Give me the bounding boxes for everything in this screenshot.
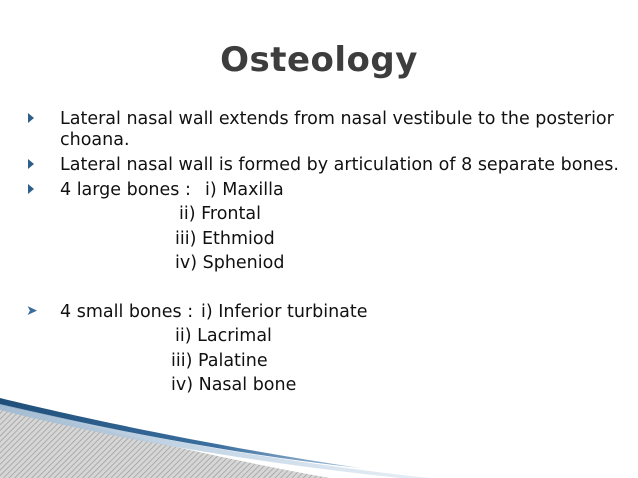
slide-title: Osteology — [220, 40, 418, 80]
small-bone-item: ii) Lacrimal — [175, 326, 272, 346]
bullet-text: Lateral nasal wall extends from nasal vestibule to the posterior — [60, 109, 614, 129]
large-bones-label: 4 large bones : — [60, 180, 191, 200]
large-bone-item: iii) Ethmiod — [175, 229, 275, 249]
small-bone-item: i) Inferior turbinate — [201, 302, 368, 322]
large-bone-item: i) Maxilla — [205, 180, 284, 200]
bullet-text: Lateral nasal wall is formed by articulation of 8 separate bones. — [60, 155, 619, 175]
small-bone-item: iv) Nasal bone — [171, 375, 297, 395]
arrow-bullet-icon: ➤ — [26, 303, 38, 319]
small-bones-label: 4 small bones : — [60, 302, 194, 322]
large-bone-item: ii) Frontal — [179, 204, 261, 224]
small-bone-item: iii) Palatine — [171, 351, 268, 371]
large-bone-item: iv) Spheniod — [175, 253, 285, 273]
bullet-text-continuation: choana. — [60, 130, 130, 150]
